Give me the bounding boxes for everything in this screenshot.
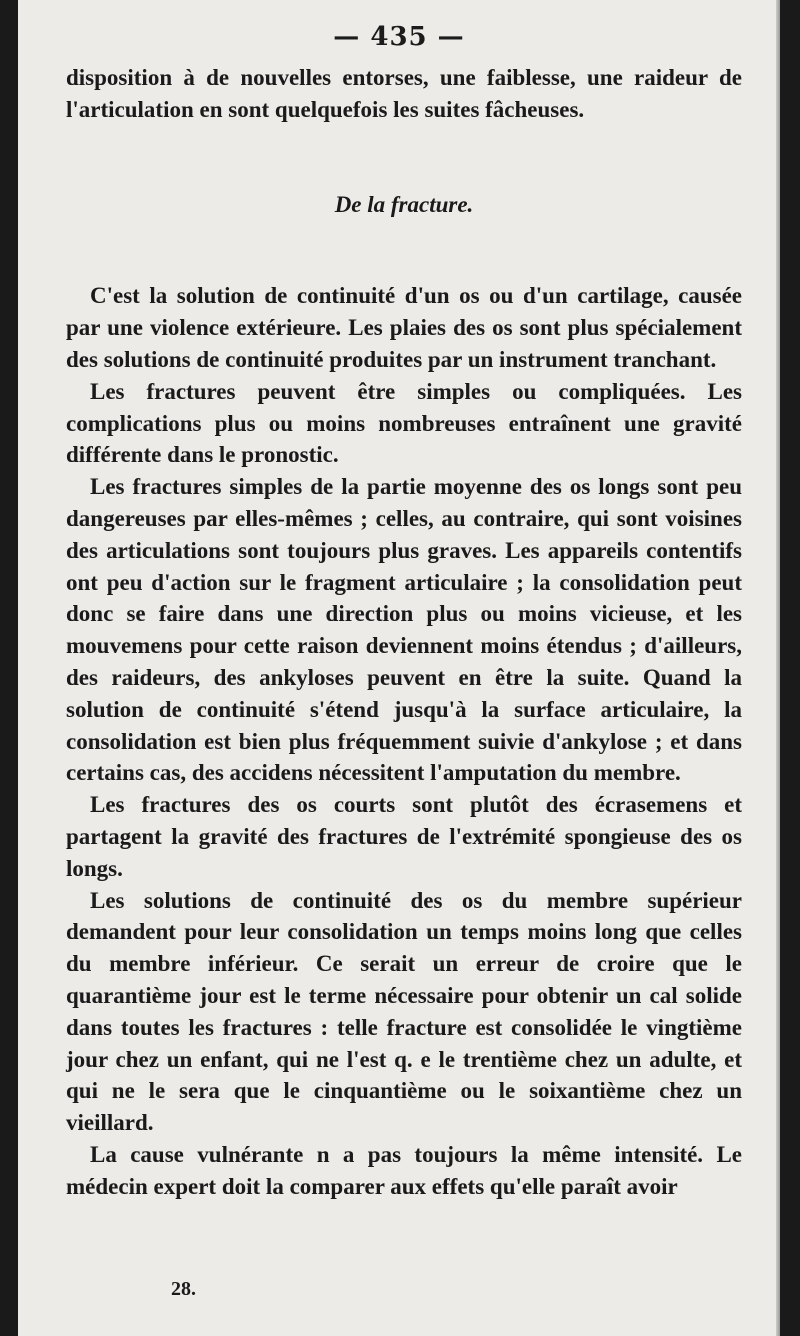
paragraph: Les fractures des os courts sont plutôt des écrasemens et partagent la gravité des fractures de l'extrémité spongieuse des os longs. <box>66 792 742 881</box>
page-number: — 435 — <box>333 22 465 52</box>
paragraph: Les solutions de continuité des os du membre supérieur demandent pour leur consolidation un temps moins long que celles du membre inférieur. Ce serait un erreur de croire que le quarantième jour est le terme nécessaire pour obtenir un cal solide dans toutes les fractures : telle fracture est consolidée le vingtième jour chez un enfant, qui ne l'est q. e le trentième chez un adulte, et qui ne le sera que le cinquantième ou le soixantième chez un vieillard. <box>66 887 742 1136</box>
paragraph-continued: disposition à de nouvelles entorses, une faiblesse, une raideur de l'articulation en sont quelquefois les suites fâcheuses. <box>66 65 742 122</box>
paragraph: Les fractures peuvent être simples ou compliquées. Les complications plus ou moins nombreuses entraînent une gravité différente dans le pronostic. <box>66 378 742 468</box>
page-body <box>66 62 742 1203</box>
section-title: De la fracture. <box>334 191 474 217</box>
paragraph: C'est la solution de continuité d'un os ou d'un cartilage, causée par une violence extérieure. Les plaies des os sont plus spécialement des solutions de continuité produites par un instrument tranchant. <box>66 283 742 372</box>
paragraph: La cause vulnérante n a pas toujours la même intensité. Le médecin expert doit la comparer aux effets qu'elle paraît avoir <box>66 1141 742 1199</box>
page-edge <box>776 0 780 1336</box>
paragraph: Les fractures simples de la partie moyenne des os longs sont peu dangereuses par elles-mêmes ; celles, au contraire, qui sont voisines des articulations sont toujours plus graves. Les appareils contentifs ont peu d'action sur le fragment articulaire ; la consolidation peut donc se faire dans une direction plus ou moins vicieuse, et les mouvemens pour cette raison deviennent moins étendus ; d'ailleurs, des raideurs, des ankyloses peuvent en être la suite. Quand la solution de continuité s'étend jusqu'à la surface articulaire, la consolidation est bien plus fréquemment suivie d'ankylose ; et dans certains cas, des accidens nécessitent l'amputation du membre. <box>66 474 742 786</box>
book-page <box>18 0 780 1336</box>
signature-mark: 28. <box>171 1278 196 1300</box>
